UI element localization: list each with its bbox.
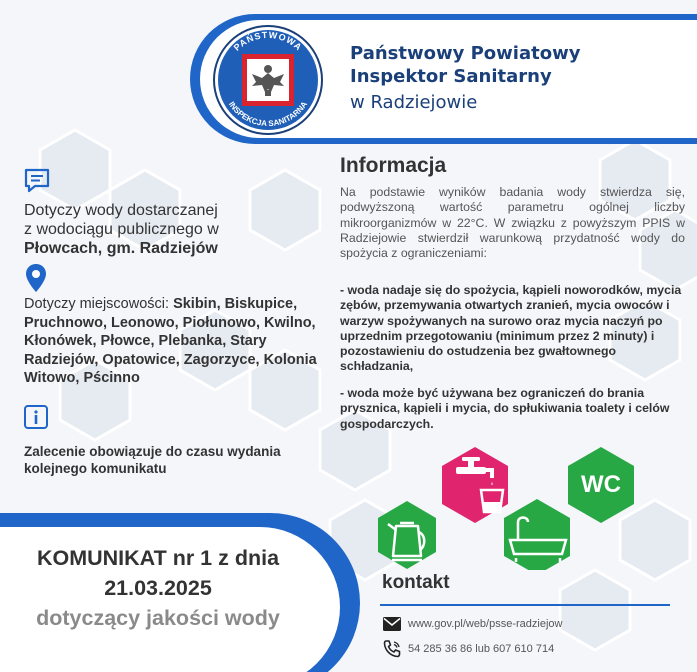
places-text [24, 295, 324, 388]
website-row[interactable] [382, 617, 562, 631]
usage-icons [370, 440, 670, 570]
seal-bottom-text: INSPEKCJA SANITARNA [226, 99, 310, 129]
website-link[interactable]: www.gov.pl/web/psse-radziejow [408, 618, 563, 630]
phone-icon [382, 640, 402, 658]
places-label: Dotyczy miejscowości: [24, 296, 174, 312]
mail-icon [382, 617, 402, 631]
komunikat-subject: dotyczący jakości wody [36, 606, 280, 630]
info-body: Na podstawie wyników badania wody stwierdza się, podwyższoną wartość parametru ogólnej liczby mikroorganizmów w 22°C. W związku z powyższym PPIS w Radziejowie stwierdził warunkową przydatność wody do spożycia z ograniczeniami: [340, 185, 685, 261]
komunikat-date: 21.03.2025 [104, 576, 212, 600]
seal-top-text: PAŃSTWOWA [231, 29, 305, 53]
chat-icon [24, 168, 50, 194]
header-subtitle: w Radziejowie [350, 92, 478, 113]
bathtub-icon [504, 499, 570, 570]
header-title [350, 42, 580, 88]
restriction-bullet-2: - woda może być używana bez ograniczeń do brania prysznica, kąpieli i mycia, do spłukiwania toalety i celów gospodarczych. [340, 386, 670, 431]
validity-note: Zalecenie obowiązuje do czasu wydania kolejnego komunikatu [24, 444, 281, 476]
water-place: Płowcach, gm. Radziejów [24, 240, 218, 257]
wc-icon [568, 447, 634, 523]
wc-label: WC [581, 471, 621, 498]
tap-icon [442, 447, 508, 523]
kontakt-title: kontakt [382, 572, 450, 593]
restriction-bullet-1: - woda nadaje się do spożycia, kąpieli noworodków, mycia zębów, przemywania otwartych zranień, mycia owoców i warzyw spożywanych na surowo oraz mycia naczyń po uprzednim przegotowaniu (minimum przez 2 minuty) i pozostawieniu do ostudzenia bez gwałtownego schładzania, [340, 283, 682, 374]
water-line2: z wodociągu publicznego w [24, 221, 219, 238]
location-pin-icon [26, 264, 46, 292]
info-icon [24, 405, 48, 429]
phone-number[interactable]: 54 285 36 86 lub 607 610 714 [408, 643, 555, 655]
inspection-seal-logo [212, 24, 324, 136]
kontakt-divider [380, 604, 670, 606]
komunikat-title: KOMUNIKAT nr 1 z dnia [36, 546, 280, 570]
water-source-text [24, 201, 324, 258]
places-list: Skibin, Biskupice, Pruchnowo, Leonowo, Piołunowo, Kwilno, Kłonówek, Płowce, Plebanka, Stary Radziejów, Opatowice, Zagorzyce, Kolonia Witowo, Pścinno [24, 296, 317, 386]
header-title-line1: Państwowy Powiatowy [350, 43, 581, 64]
info-title: Informacja [340, 154, 447, 177]
water-line1: Dotyczy wody dostarczanej [24, 202, 218, 219]
kettle-icon [378, 501, 436, 569]
phone-row[interactable] [382, 640, 554, 658]
header-title-line2: Inspektor Sanitarny [350, 66, 552, 87]
